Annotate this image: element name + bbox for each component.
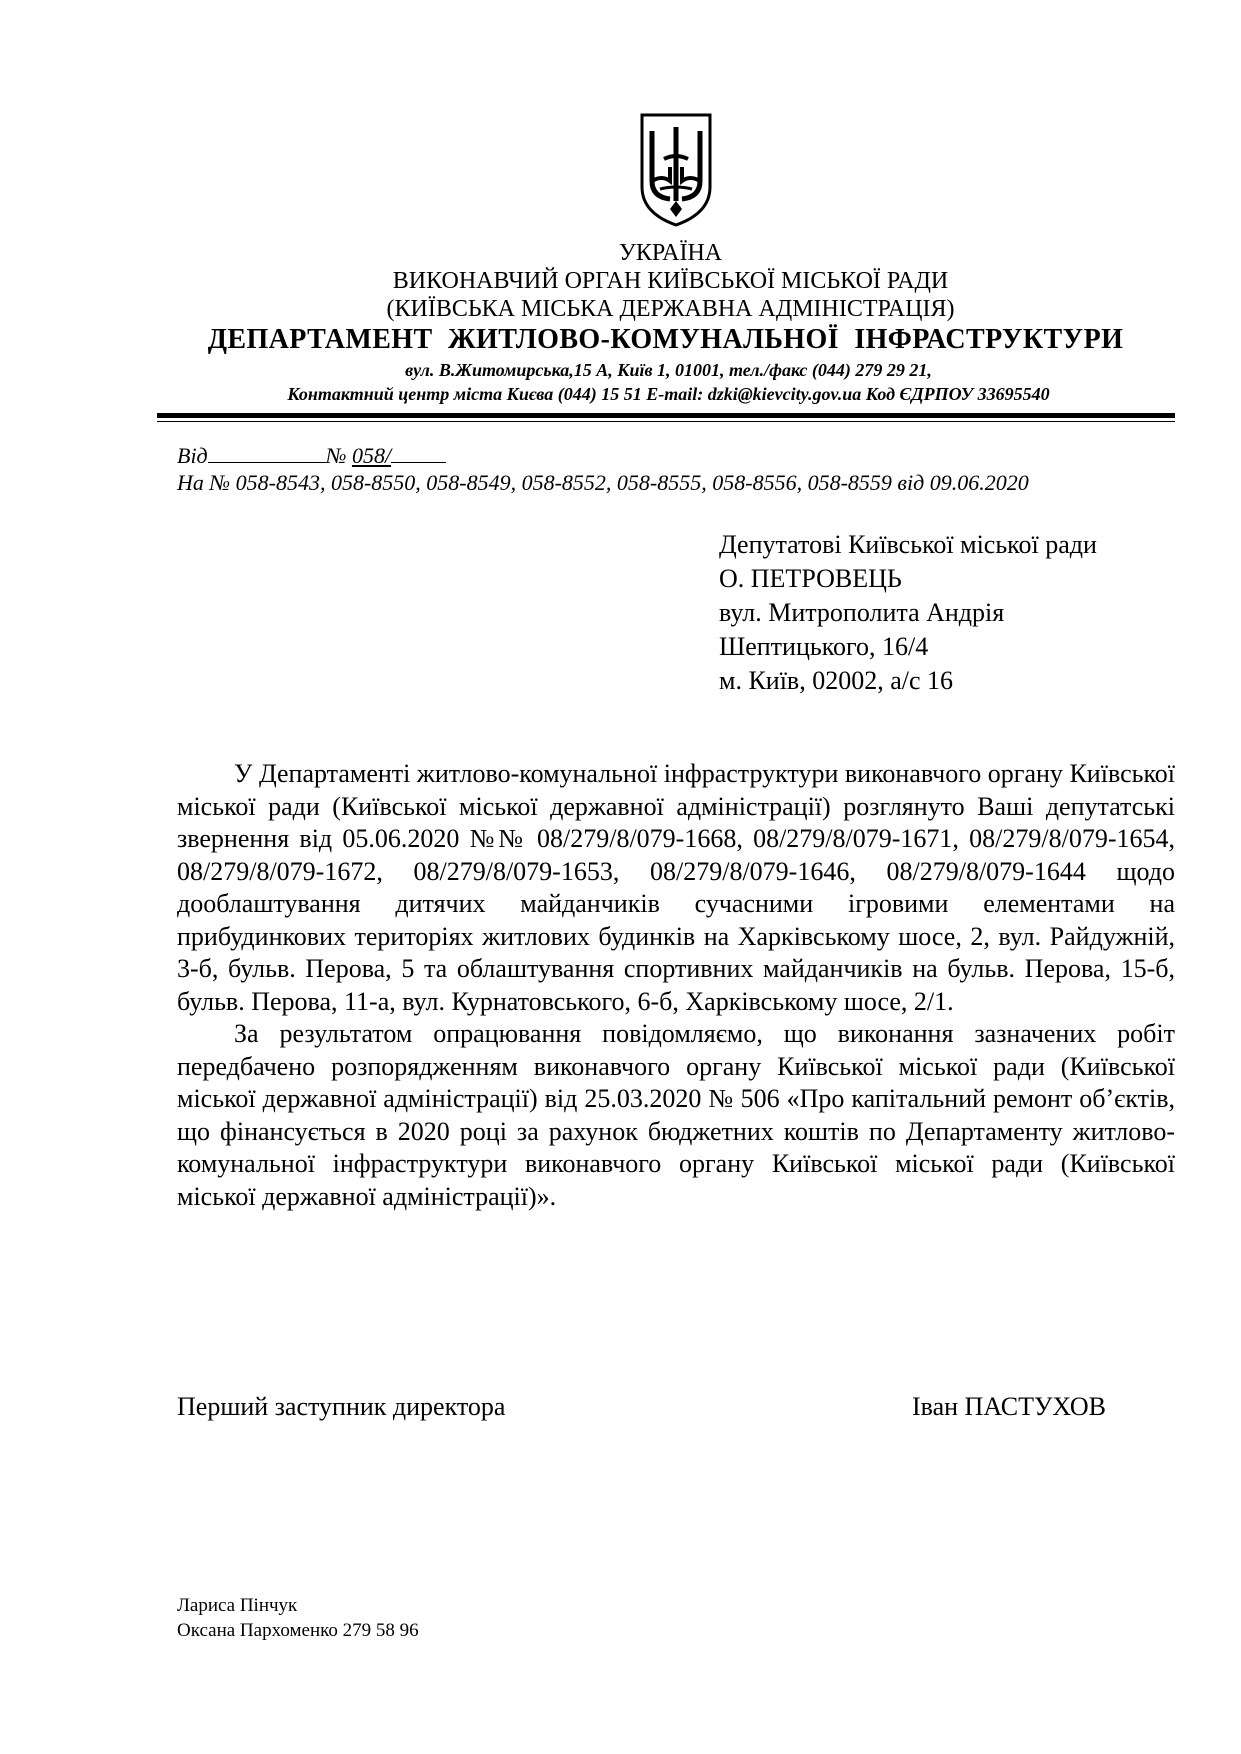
- date-blank: [208, 442, 326, 463]
- recipient-block: [719, 528, 1097, 698]
- signatory-title: Перший заступник директора: [177, 1392, 506, 1421]
- recipient-line: Депутатові Київської міської ради: [719, 530, 1097, 559]
- department-contacts: Контактний центр міста Києва (044) 15 51 E-mail: dzki@kievcity.gov.ua Код ЄДРПОУ 33695540: [287, 384, 1050, 404]
- signatory-name: Іван ПАСТУХОВ: [912, 1392, 1107, 1421]
- administration-name: (КИЇВСЬКА МІСЬКА ДЕРЖАВНА АДМІНІСТРАЦІЯ): [386, 296, 955, 322]
- recipient-line: вул. Митрополита Андрія: [719, 598, 1005, 627]
- header-divider-thin: [157, 421, 1175, 422]
- body-paragraph: За результатом опрацювання повідомляємо, що виконання зазначених робіт передбачено розпорядженням виконавчого органу Київської міської ради (Київської міської державної адміністрації) від 25.03.2020 № 506 «Про капітальний ремонт об’єктів, що фінансується в 2020 році за рахунок бюджетних коштів по Департаменту житлово-комунальної інфраструктури виконавчого органу Київської міської ради (Київської міської державної адміністрації)».: [177, 1019, 1175, 1211]
- recipient-line: м. Київ, 02002, а/с 16: [719, 666, 954, 695]
- from-label: Від: [177, 443, 208, 468]
- executor-line: Лариса Пінчук: [177, 1595, 298, 1616]
- trident-coat-of-arms-icon: [636, 109, 716, 229]
- country-name: УКРАЇНА: [618, 240, 723, 266]
- department-address: вул. В.Житомирська,15 А, Київ 1, 01001, тел./факс (044) 279 29 21,: [405, 360, 932, 380]
- executors-block: [177, 1593, 419, 1643]
- letter-body: [177, 758, 1175, 1213]
- recipient-line: О. ПЕТРОВЕЦЬ: [719, 564, 902, 593]
- outgoing-number: 058/: [351, 443, 392, 468]
- executive-body-name: ВИКОНАВЧИЙ ОРГАН КИЇВСЬКОЇ МІСЬКОЇ РАДИ: [392, 268, 949, 294]
- number-label: №: [325, 443, 347, 468]
- department-name: ДЕПАРТАМЕНТ ЖИТЛОВО-КОМУНАЛЬНОЇ ІНФРАСТРУКТУРИ: [207, 324, 1124, 355]
- outgoing-reference: [177, 442, 446, 469]
- body-paragraph: У Департаменті житлово-комунальної інфраструктури виконавчого органу Київської міської ради (Київської міської державної адміністрації) розглянуто Ваші депутатські звернення від 05.06.2020 №№ 08/279/8/079-1668, 08/279/8/079-1671, 08/279/8/079-1654, 08/279/8/079-1672, 08/279/8/079-1653, 08/279/8/079-1646, 08/279/8/079-1644 щодо дооблаштування дитячих майданчиків сучасними ігровими елементами на прибудинкових територіях житлових будинків на Харківському шосе, 2, вул. Райдужній, 3-б, бульв. Перова, 5 та облаштування спортивних майданчиків на бульв. Перова, 15-б, бульв. Перова, 11-а, вул. Курнатовського, 6-б, Харківському шосе, 2/1.: [177, 759, 1175, 1016]
- executor-line: Оксана Пархоменко 279 58 96: [177, 1620, 419, 1641]
- number-blank: [391, 442, 446, 463]
- incoming-reference: На № 058-8543, 058-8550, 058-8549, 058-8552, 058-8555, 058-8556, 058-8559 від 09.06.2020: [177, 470, 1029, 495]
- recipient-line: Шептицького, 16/4: [719, 632, 929, 661]
- header-divider-thick: [157, 413, 1175, 418]
